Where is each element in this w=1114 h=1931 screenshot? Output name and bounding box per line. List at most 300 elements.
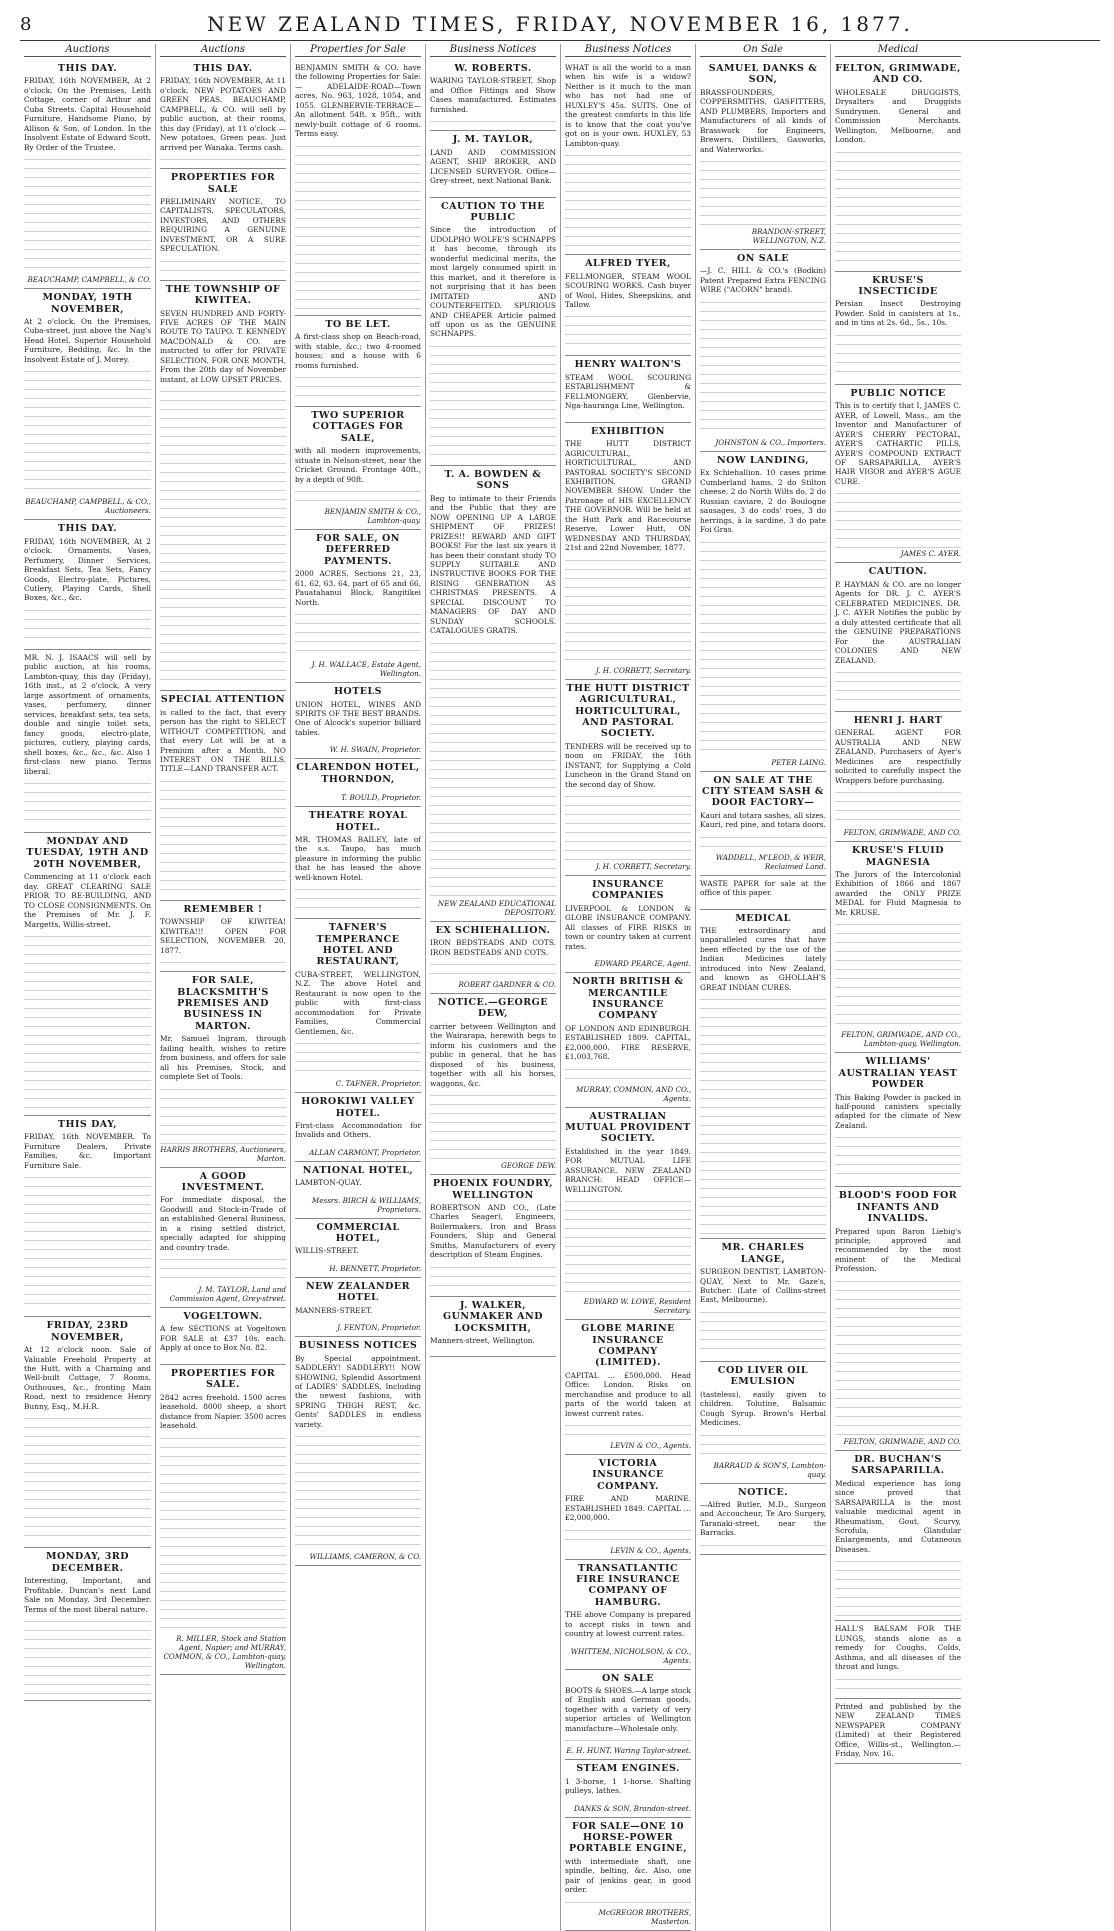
ad-small-print	[565, 1735, 691, 1745]
ad-title: EXHIBITION	[591, 425, 665, 437]
advertisement	[24, 650, 151, 833]
ad-small-print	[835, 1132, 961, 1182]
ad-body: First-class Accommodation for Invalids and Others.	[295, 1120, 421, 1140]
ad-signature: J. H. WALLACE, Estate Agent, Wellington.	[311, 660, 421, 679]
ad-small-print	[700, 297, 826, 437]
advertisement	[295, 407, 421, 530]
ad-body: Mr. Samuel Ingram, through failing health, wishes to retire from business, and offers for sale all his Premises, Stock, and complete Set of Tools.	[160, 1034, 286, 1082]
ad-title: CLARENDON HOTEL, THORNDON,	[296, 762, 420, 785]
ad-title: THIS DAY.	[57, 523, 118, 535]
ad-small-print	[430, 188, 556, 193]
column-5	[560, 44, 695, 1931]
advertisement	[430, 60, 556, 131]
ad-title: T. A. BOWDEN & SONS	[444, 468, 542, 492]
ad-signature: EDWARD W. LOWE, Resident Secretary.	[583, 1297, 691, 1316]
ad-small-print	[295, 1142, 421, 1147]
ad-title: J. WALKER, GUNMAKER AND LOCKSMITH,	[443, 1299, 543, 1334]
column-heading: Business Notices	[430, 44, 556, 57]
advertisement	[835, 385, 961, 564]
ad-body: FRIDAY, 16th NOVEMBER. To Furniture Dealers, Private Families, &c. Important Furniture Sale.	[24, 1132, 151, 1170]
advertisement	[24, 60, 151, 289]
ad-title: TAFNER'S TEMPERANCE HOTEL AND RESTAURANT,	[316, 922, 400, 968]
advertisement	[565, 1455, 691, 1560]
ad-small-print	[295, 141, 421, 311]
ad-title: ON SALE AT THE CITY STEAM SASH & DOOR FACTORY—	[702, 774, 824, 809]
advertisement	[565, 423, 691, 680]
advertisement	[430, 922, 556, 994]
ad-small-print	[835, 330, 961, 380]
ad-title: BUSINESS NOTICES	[298, 1340, 418, 1352]
ad-small-print	[835, 1674, 961, 1694]
ad-title: A GOOD INVESTMENT.	[181, 1170, 265, 1193]
ad-body: IRON BEDSTEADS AND COTS. IRON BEDSTEADS AND COTS.	[430, 938, 556, 957]
advertisement	[700, 1239, 826, 1362]
ad-body: For immediate disposal, the Goodwill and Stock-in-Trade of an established General Business, in a rising settled district, specially adapted for shipping and country trade.	[160, 1195, 286, 1252]
ad-signature: J. H. CORBETT, Secretary.	[595, 665, 691, 675]
ad-small-print	[24, 154, 151, 274]
ad-signature: BENJAMIN SMITH & CO., Lambton-quay.	[324, 507, 421, 526]
ad-signature: FELTON, GRIMWADE, AND CO.	[843, 1436, 961, 1446]
ad-body: FRIDAY, 16th NOVEMBER, At 2 o'clock. On the Premises, Leith Cottage, corner of Arthur and Cuba Streets. Capital Household Furniture, Handsome Piano, by Allison & Son, of London. In the Insolvent Estate of Edward Scott. By Order of the Trustee.	[24, 76, 151, 152]
ad-signature: ALLAN CARMONT, Proprietor.	[309, 1147, 421, 1157]
ad-title: VICTORIA INSURANCE COMPANY.	[592, 1458, 664, 1492]
ad-body: WHOLESALE DRUGGISTS, Drysalters and Druggists Sundrymen. General and Commission Merchants. Wellington, Melbourne, and London.	[835, 87, 961, 145]
advertisement	[700, 772, 826, 876]
ad-small-print	[565, 311, 691, 351]
ad-small-print	[295, 609, 421, 659]
ad-title: NOTICE.	[737, 1486, 789, 1498]
ad-small-print	[430, 341, 556, 461]
ad-signature: C. TAFNER, Proprietor.	[335, 1079, 421, 1089]
ad-small-print	[835, 147, 961, 267]
ad-signature: BEAUCHAMP, CAMPBELL, & CO.	[27, 275, 151, 285]
advertisement	[835, 60, 961, 272]
advertisement	[700, 60, 826, 250]
ad-body: MANNERS-STREET.	[295, 1305, 373, 1315]
ad-signature: JOHNSTON & CO., Importers.	[715, 437, 826, 447]
ad-body: LAND AND COMMISSION AGENT, SHIP BROKER, AND LICENSED SURVEYOR. Office—Grey-street, next National Bank.	[430, 147, 556, 186]
ad-signature: GEORGE DEW.	[501, 1161, 556, 1171]
ad-small-print	[295, 486, 421, 506]
column-6	[695, 44, 830, 1931]
ad-small-print	[565, 953, 691, 958]
ad-small-print	[700, 1307, 826, 1357]
ad-title: THIS DAY.	[57, 63, 118, 74]
ad-body: SURGEON DENTIST, LAMBTON-QUAY, Next to Mr. Gaze's, Butcher. (Late of Collins-street East, Melbourne).	[700, 1267, 826, 1305]
ad-body: CAPITAL … £500,000. Head Office: London. Risks on merchandise and produce to all parts of the world taken at lowest current rates.	[565, 1370, 691, 1418]
ad-signature: JAMES C. AYER.	[900, 549, 961, 559]
ad-title: COMMERCIAL HOTEL,	[316, 1221, 400, 1245]
ad-title: HOTELS	[333, 686, 383, 698]
ad-title: FELTON, GRIMWADE, AND CO.	[835, 63, 961, 86]
advertisement	[295, 1278, 421, 1337]
ad-body: By Special appointment. SADDLERY! SADDLERY!! NOW SHOWING, Splendid Assortment of LADIES' SADDLES, Including the newest fashions, with SPRING THIGH REST, &c. Gents' SADDLES in endless variety.	[295, 1353, 421, 1429]
ad-body: LIVERPOOL & LONDON & GLOBE INSURANCE COMPANY. All classes of FIRE RISKS in town or country taken at current rates.	[565, 903, 691, 951]
ad-signature: WHITTEM, NICHOLSON, & CO., Agents.	[570, 1646, 691, 1665]
ad-body: TENDERS will be received up to noon on FRIDAY, the 16th INSTANT, for Supplying a Cold Luncheon in the Grand Stand on the second day of Show.	[565, 741, 691, 789]
ad-small-print	[24, 778, 151, 828]
advertisement	[430, 1175, 556, 1297]
advertisement	[565, 1670, 691, 1761]
ad-small-print	[295, 1317, 421, 1322]
ad-title: MONDAY, 19TH NOVEMBER,	[42, 292, 133, 315]
ad-title: VOGELTOWN.	[183, 1311, 263, 1323]
ad-body: MR. THOMAS BAILEY, late of the s.s. Taupo, has much pleasure in informing the public that he has leased the above well-known Hotel.	[295, 834, 421, 882]
ad-body: WILLIS-STREET.	[295, 1246, 359, 1256]
ad-body: FRIDAY, 16th NOVEMBER, At 11 o'clock. NEW POTATOES AND GREEN PEAS. BEAUCHAMP, CAMPBELL, & CO. will sell by public auction, at their rooms, this day (Friday), at 11 o'clock — New potatoes, Green peas. Just arrived per Wanaka. Terms cash.	[160, 76, 286, 152]
advertisement	[295, 60, 421, 316]
ad-title: THIS DAY.	[193, 63, 253, 74]
ad-title: EX SCHIEHALLION.	[435, 924, 551, 936]
ad-small-print	[700, 994, 826, 1234]
advertisement	[700, 452, 826, 772]
ad-title: THE HUTT DISTRICT AGRICULTURAL, HORTICULTURAL, AND PASTORAL SOCIETY.	[566, 682, 690, 740]
ad-small-print	[565, 1525, 691, 1545]
ad-small-print	[24, 605, 151, 645]
ad-small-print	[160, 1254, 286, 1284]
ad-body: BRASSFOUNDERS, COPPERSMITHS, GASFITTERS, AND PLUMBERS, Importers and Manufacturers of all kinds of Brasswork for Engineers, Brewers, Distillers, Gasworks, and Waterworks.	[700, 87, 826, 154]
ad-title: NATIONAL HOTEL,	[302, 1164, 414, 1176]
column-3	[290, 44, 425, 1931]
ad-title: THEATRE ROYAL HOTEL.	[308, 810, 408, 833]
ad-body: Prepared upon Baron Liebig's principle; approved and recommended by the most eminent of the Medical Profession.	[835, 1226, 961, 1274]
ad-small-print	[160, 1084, 286, 1144]
ad-signature: WILLIAMS, CAMERON, & CO.	[309, 1552, 421, 1562]
advertisement	[24, 1116, 151, 1317]
column-heading: Auctions	[160, 44, 286, 57]
advertisement	[835, 1053, 961, 1187]
ad-title: ON SALE	[737, 253, 789, 265]
ad-title: WILLIAMS' AUSTRALIAN YEAST POWDER	[838, 1056, 958, 1091]
column-grid	[20, 44, 1100, 1926]
ad-title: SPECIAL ATTENTION	[160, 694, 286, 706]
advertisement	[835, 1621, 961, 1698]
ad-small-print	[700, 156, 826, 226]
advertisement	[295, 807, 421, 919]
advertisement	[565, 973, 691, 1107]
ad-small-print	[565, 1420, 691, 1440]
ad-body: CUBA-STREET, WELLINGTON, N.Z. The above Hotel and Restaurant is now open to the public with first-class accommodation for Private Families, Commercial Gentlemen, &c.	[295, 969, 421, 1036]
ad-title: NEW ZEALANDER HOTEL	[305, 1280, 411, 1304]
column-heading: Medical	[835, 44, 961, 57]
ad-title: SAMUEL DANKS & SON,	[708, 63, 818, 86]
ad-body: STEAM WOOL SCOURING ESTABLISHMENT & FELLMONGERY, Glenbervie, Nga-hauranga Line, Wellington.	[565, 372, 691, 411]
ad-signature: BEAUCHAMP, CAMPBELL, & CO., Auctioneers.	[25, 497, 151, 516]
ad-small-print	[565, 1641, 691, 1646]
ad-small-print	[835, 488, 961, 548]
ad-title: PUBLIC NOTICE	[850, 387, 946, 399]
advertisement	[835, 842, 961, 1053]
ad-body: THE above Company is prepared to accept risks in town and country at lowest current rates.	[565, 1610, 691, 1639]
ad-signature: J. FENTON, Proprietor.	[337, 1323, 421, 1333]
ad-body: BENJAMIN SMITH & CO. have the following Properties for Sale:— ADELAIDE-ROAD—Town acres, No. 963, 1028, 1054, and 1055. GLENBERVIE-TERRACE—An allotment 54ft. x 95ft., with newly-built cottage of 6 rooms. Terms easy.	[295, 63, 421, 139]
ad-body: with intermediate shaft, one spindle, belting, &c. Also, one pair of jenkins gear, in good order.	[565, 1856, 691, 1895]
ad-body: HALL'S BALSAM FOR THE LUNGS, stands alone as a remedy for Coughs, Colds, Asthma, and all diseases of the throat and lungs.	[835, 1624, 961, 1672]
advertisement	[700, 876, 826, 910]
ad-signature: R. MILLER, Stock and Station Agent, Napier; and MURRAY, COMMON, & CO., Lambton-quay, Wellington.	[163, 1633, 286, 1670]
ad-small-print	[430, 116, 556, 126]
ad-small-print	[565, 413, 691, 418]
ad-body: 1 3-horse, 1 1-horse. Shafting pulleys, lathes.	[565, 1776, 691, 1796]
ad-body: TOWNSHIP OF KIWITEA! KIWITEA!!! OPEN FOR SELECTION, NOVEMBER 20, 1877.	[160, 917, 286, 955]
ad-title: STEAM ENGINES.	[576, 1763, 680, 1775]
ad-title: REMEMBER !	[183, 903, 263, 915]
advertisement	[565, 255, 691, 356]
ad-small-print	[835, 919, 961, 1029]
ad-small-print	[835, 787, 961, 827]
column-heading: Business Notices	[565, 44, 691, 57]
ad-title: AUSTRALIAN MUTUAL PROVIDENT SOCIETY.	[565, 1110, 691, 1145]
ad-signature: FELTON, GRIMWADE, AND CO., Lambton-quay, Wellington.	[841, 1030, 961, 1049]
ad-body: At 2 o'clock. On the Premises, Cuba-street, just above the Nag's Head Hotel. Superior Household Furniture, Bedding, &c. In the Insolvent Estate of J. Morey.	[24, 316, 151, 364]
advertisement	[565, 1560, 691, 1670]
ad-title: HENRI J. HART	[853, 715, 943, 726]
ad-signature: WADDELL, M'LEOD, & WEIR, Reclaimed Land.	[715, 852, 826, 871]
ad-title: W. ROBERTS.	[454, 63, 532, 74]
ad-signature: DANKS & SON, Brandon-street.	[573, 1803, 691, 1813]
advertisement	[160, 169, 286, 281]
ad-signature: McGREGOR BROTHERS, Masterton.	[598, 1907, 691, 1926]
advertisement	[430, 1297, 556, 1358]
ad-small-print	[295, 1190, 421, 1195]
ad-small-print	[430, 1262, 556, 1292]
ad-signature: LEVIN & CO., Agents.	[610, 1545, 691, 1555]
ad-small-print	[295, 787, 421, 792]
advertisement	[295, 316, 421, 407]
ad-signature: NEW ZEALAND EDUCATIONAL DEPOSITORY.	[437, 898, 556, 917]
advertisement	[700, 250, 826, 452]
ad-signature: HARRIS BROTHERS, Auctioneers, Marton.	[160, 1144, 286, 1163]
ad-title: NOW LANDING,	[716, 454, 810, 466]
ad-signature: LEVIN & CO., Agents.	[610, 1441, 691, 1451]
advertisement	[565, 1320, 691, 1455]
ad-body: —J. C. HILL & CO.'s (Bodkin) Patent Prepared Extra FENCING WIRE ("ACORN" brand).	[700, 266, 826, 295]
ad-body: FIRE AND MARINE. ESTABLISHED 1849. CAPITAL … £2,000,000.	[565, 1494, 691, 1523]
ad-title: INSURANCE COMPANIES	[592, 879, 664, 902]
ad-title: NOTICE.—GEORGE DEW,	[438, 997, 548, 1020]
advertisement	[565, 680, 691, 876]
ad-small-print	[160, 256, 286, 276]
ad-small-print	[565, 791, 691, 861]
ad-small-print	[160, 776, 286, 896]
advertisement	[295, 1162, 421, 1219]
ad-small-print	[24, 1172, 151, 1312]
ad-small-print	[430, 1347, 556, 1352]
advertisement	[835, 1699, 961, 1764]
ad-title: ALFRED TYER,	[585, 258, 671, 270]
ad-signature: H. BENNETT, Proprietor.	[329, 1263, 421, 1273]
advertisement	[160, 281, 286, 692]
ad-body: At 12 o'clock noon. Sale of Valuable Freehold Property at the Hutt, with a Charming and Well-built Cottage, 7 Rooms, Outhouses, &c., fronting Main Road, next to residence Henry Bunny, Esq., M.H.R.	[24, 1345, 151, 1411]
ad-title: BLOOD'S FOOD FOR INFANTS AND INVALIDS.	[838, 1190, 958, 1225]
ad-title: TWO SUPERIOR COTTAGES FOR SALE,	[311, 410, 405, 444]
ad-body: FELLMONGER, STEAM WOOL SCOURING WORKS. Cash buyer of Wool, Hides, Sheepskins, and Tallow.	[565, 271, 691, 310]
ad-title: FOR SALE, ON DEFERRED PAYMENTS.	[316, 533, 400, 567]
ad-body: Beg to intimate to their Friends and the Public that they are NOW OPENING UP A LARGE SHIPMENT OF PRIZES! PRIZES!! REWARD AND GIFT BOOKS! For the last six years it has been their constant study TO SUPPLY SUITABLE AND INSTRUCTIVE BOOKS FOR THE RISING GENERATION AS CHRISTMAS PRESENTS. A SPECIAL DISCOUNT TO MANAGERS OF DAY AND SUNDAY SCHOOLS. CATALOGUES GRATIS.	[430, 493, 556, 636]
ad-body: WARING TAYLOR-STREET, Shop and Office Fittings and Show Cases manufactured. Estimates furnished.	[430, 76, 556, 114]
ad-title: DR. BUCHAN'S SARSAPARILLA.	[851, 1453, 945, 1477]
ad-signature: BARRAUD & SON'S, Lambton-quay.	[713, 1460, 826, 1479]
ad-signature: J. M. TAYLOR, Land and Commission Agent, Grey-street.	[169, 1285, 286, 1304]
ad-title: MONDAY AND TUESDAY, 19TH AND 20TH NOVEMBER,	[26, 836, 149, 870]
ad-body: GENERAL AGENT FOR AUSTRALIA AND NEW ZEALAND. Purchasers of Ayer's Medicines are respectfully solicited to carefully inspect the Wrappers before purchasing.	[835, 728, 961, 785]
ad-small-print	[565, 555, 691, 665]
ad-small-print	[700, 1540, 826, 1550]
ad-small-print	[835, 667, 961, 707]
ad-body: Medical experience has long since proved that SARSAPARILLA is the most valuable medicinal agent in Rheumatism, Gout, Scurvy, Scrofula, Glandular Enlargements, and Cutaneous Diseases.	[835, 1478, 961, 1554]
advertisement	[835, 1187, 961, 1451]
ad-title: KRUSE'S FLUID MAGNESIA	[852, 845, 944, 868]
column-1	[20, 44, 155, 1931]
ad-small-print	[160, 386, 286, 686]
advertisement	[24, 1548, 151, 1701]
advertisement	[565, 1760, 691, 1817]
ad-small-print	[295, 1258, 421, 1263]
ad-small-print	[160, 1433, 286, 1633]
ad-title: PROPERTIES FOR SALE	[170, 172, 276, 195]
ad-signature: ROBERT GARDNER & CO.	[458, 980, 556, 990]
ad-body: Established in the year 1849. FOR MUTUAL LIFE ASSURANCE. NEW ZEALAND BRANCH: HEAD OFFICE—WELLINGTON.	[565, 1146, 691, 1194]
ad-signature: PETER LAING.	[771, 757, 826, 767]
ad-body: A first-class shop on Beach-road, with stable, &c.; two 4-roomed houses; and a house with 6 rooms furnished.	[295, 332, 421, 370]
ad-title: FOR SALE, BLACKSMITH'S PREMISES AND BUSINESS IN MARTON.	[177, 975, 269, 1032]
advertisement	[565, 1108, 691, 1321]
column-7	[830, 44, 965, 1931]
ad-body: Commencing at 11 o'clock each day. GREAT CLEARING SALE PRIOR TO RE-BUILDING, AND TO CLOSE CONSIGNMENTS. On the Premises of Mr. J. F. Margetts, Willis-street.	[24, 872, 151, 929]
ad-small-print	[565, 1064, 691, 1084]
ad-small-print	[24, 931, 151, 1111]
ad-title: MEDICAL	[735, 912, 791, 924]
advertisement	[700, 1484, 826, 1555]
advertisement	[24, 520, 151, 650]
ad-signature: E. H. HUNT, Waring Taylor-street.	[566, 1746, 691, 1756]
ad-body: The Jurors of the Intercolonial Exhibition of 1866 and 1867 awarded the ONLY PRIZE MEDAL for Fluid Magnesia to Mr. KRUSE.	[835, 869, 961, 917]
ad-small-print	[24, 366, 151, 496]
ad-small-print	[160, 957, 286, 967]
advertisement	[835, 712, 961, 842]
ad-small-print	[565, 150, 691, 250]
advertisement	[565, 876, 691, 973]
advertisement	[24, 289, 151, 520]
advertisement	[160, 60, 286, 169]
ad-signature: T. BOULD, Proprietor.	[341, 793, 421, 803]
ad-body: Since the introduction of UDOLPHO WOLFE'S SCHNAPPS it has become, through its wonderful medicinal merits, the most largely consumed spirit in this market, and it therefore is not surprising that it has been IMITATED AND COUNTERFEITED. SPURIOUS AND CHEAPER Article palmed off upon us as the GENUINE SCHNAPPS.	[430, 225, 556, 339]
ad-body: FRIDAY, 16th NOVEMBER, At 2 o'clock. Ornaments, Vases, Perfumery, Dinner Services, Breakfast Sets, Tea Sets, Fancy Goods, Electro-plate, Pictures, Cutlery, Playing Cards, Shell Boxes, &c., &c.	[24, 536, 151, 603]
advertisement	[295, 759, 421, 807]
ad-small-print	[700, 900, 826, 905]
ad-body: This Baking Powder is packed in half-pound canisters specially adapted for the climate of New Zealand.	[835, 1092, 961, 1130]
ad-body: Kauri and totara sashes, all sizes. Kauri, red pine, and totara doors.	[700, 810, 826, 830]
column-2	[155, 44, 290, 1931]
advertisement	[700, 910, 826, 1240]
advertisement	[565, 1818, 691, 1931]
ad-small-print	[295, 372, 421, 402]
ad-small-print	[430, 959, 556, 979]
ad-title: THIS DAY,	[57, 1119, 118, 1131]
advertisement	[700, 1362, 826, 1484]
ad-small-print	[430, 1090, 556, 1160]
ad-body: Interesting, Important, and Profitable. Duncan's next Land Sale on Monday, 3rd December. Terms of the most liberal nature.	[24, 1576, 151, 1614]
ad-body: carrier between Wellington and the Wairarapa, herewith begs to inform his customers and the public in general, that he has disposed of his business, together with all his horses, waggons, &c.	[430, 1021, 556, 1088]
ad-title: GLOBE MARINE INSURANCE COMPANY (LIMITED).	[581, 1323, 675, 1369]
ad-small-print	[835, 1556, 961, 1616]
advertisement	[24, 1317, 151, 1548]
advertisement	[160, 1308, 286, 1365]
ad-small-print	[565, 1798, 691, 1803]
advertisement	[24, 833, 151, 1116]
ad-body: Printed and published by the NEW ZEALAND TIMES NEWSPAPER COMPANY (Limited) at their Registered Office, Willis-st., Wellington.—Friday, Nov. 16.	[835, 1701, 961, 1759]
ad-title: TRANSATLANTIC FIRE INSURANCE COMPANY OF HAMBURG.	[576, 1562, 680, 1608]
ad-body: is called to the fact, that every person has the right to SELECT WITHOUT COMPETITION, and that every Lot will be at a Premium after a Month. NO INTEREST ON THE BILLS. TITLE—LAND TRANSFER ACT.	[160, 707, 286, 774]
ad-body: —Alfred Butler, M.D., Surgeon and Accoucheur, Te Aro Surgery, Taranaki-street, near the Barracks.	[700, 1499, 826, 1538]
ad-small-print	[295, 1038, 421, 1078]
ad-small-print	[835, 1276, 961, 1436]
ad-title: TO BE LET.	[325, 318, 391, 330]
ad-title: CAUTION.	[868, 566, 928, 578]
ad-small-print	[700, 832, 826, 852]
ad-body: MR. N. J. ISAACS will sell by public auction, at his rooms, Lambton-quay, this day (Friday), 16th inst., at 2 o'clock, A very large assortment of ornaments, vases, perfumery, dinner services, breakfast sets, tea sets, double and single toilet sets, fancy goods, electro-plate, pictures, cutlery, playing cards, shell boxes, &c., &c., &c. Also 1 first-class new piano. Terms liberal.	[24, 652, 151, 776]
advertisement	[565, 60, 691, 255]
ad-title: ON SALE	[602, 1672, 654, 1684]
column-4	[425, 44, 560, 1931]
ad-small-print	[295, 1431, 421, 1551]
advertisement	[295, 1093, 421, 1162]
ad-body: (tasteless), easily given to children. Tolutine, Balsamic Cough Syrup. Brown's Herbal Medicines.	[700, 1389, 826, 1428]
ad-body: PRELIMINARY NOTICE. TO CAPITALISTS, SPECULATORS, INVESTORS, AND OTHERS REQUIRING A GENUINE INVESTMENT, OR A SURE SPECULATION.	[160, 196, 286, 254]
ad-title: KRUSE'S INSECTICIDE	[858, 274, 938, 297]
advertisement	[430, 994, 556, 1175]
ad-body: OF LONDON AND EDINBURGH. ESTABLISHED 1809. CAPITAL, £2,000,000. FIRE RESERVE, £1,003,768.	[565, 1023, 691, 1062]
ad-small-print	[565, 1897, 691, 1907]
ad-title: COD LIVER OIL EMULSION	[717, 1364, 809, 1388]
ad-body: UNION HOTEL, WINES AND SPIRITS OF THE BEST BRANDS. One of Alcock's superior billiard tables.	[295, 699, 421, 737]
ad-signature: Messrs. BIRCH & WILLIAMS, Proprietors.	[311, 1195, 421, 1214]
ad-small-print	[430, 638, 556, 898]
advertisement	[295, 919, 421, 1093]
ad-small-print	[565, 1196, 691, 1296]
ad-body: This is to certify that I, JAMES C. AYER, of Lowell, Mass., am the Inventor and Manufacturer of AYER'S CHERRY PECTORAL, AYER'S CATHARTIC PILLS, AYER'S COMPOUND EXTRACT OF SARSAPARILLA, AYER'S HAIR VIGOR and AYER'S AGUE CURE.	[835, 401, 961, 486]
advertisement	[565, 356, 691, 422]
newspaper-title: NEW ZEALAND TIMES, FRIDAY, NOVEMBER 16, 1877.	[207, 12, 913, 36]
ad-signature: W. H. SWAIN, Proprietor.	[329, 745, 421, 755]
advertisement	[430, 466, 556, 922]
ad-signature: J. H. CORBETT, Secretary.	[595, 862, 691, 872]
ad-title: HENRY WALTON'S	[574, 359, 682, 371]
ad-signature: BRANDON-STREET, WELLINGTON, N.Z.	[751, 227, 826, 246]
ad-title: MR. CHARLES LANGE,	[721, 1242, 805, 1265]
ad-body: SEVEN HUNDRED AND FORTY-FIVE ACRES OF THE MAIN ROUTE TO TAUPO. T. KENNEDY MACDONALD & CO. are instructed to offer for PRIVATE SELECTION, FOR ONE MONTH, From the 20th day of November instant, at LOW UPSET PRICES.	[160, 308, 286, 384]
advertisement	[295, 1337, 421, 1566]
column-heading: Properties for Sale	[295, 44, 421, 57]
ad-body: 2000 ACRES, Sections 21, 23, 61, 62, 63, 64, part of 65 and 66, Pauatahanui Block, Rangitikei North.	[295, 569, 421, 607]
ad-title: PROPERTIES FOR SALE.	[170, 1367, 276, 1391]
ad-body: WHAT is all the world to a man when his wife is a widow? Neither is it much to the man who has not had one of HUXLEY'S 45s. SUITS. One of the greatest comforts in this life is to know that the coat you've got on is your own. HUXLEY, 53 Lambton-quay.	[565, 63, 691, 148]
column-heading: Auctions	[24, 44, 151, 57]
ad-small-print	[24, 1616, 151, 1696]
advertisement	[430, 198, 556, 466]
ad-signature: EDWARD PEARCE, Agent.	[594, 959, 691, 969]
advertisement	[835, 1451, 961, 1622]
ad-body: P. HAYMAN & CO. are no longer Agents for DR. J. C. AYER'S CELEBRATED MEDICINES. DR. J. C. AYER Notifies the public by a duly attested certificate that all the GENUINE PREPARATIONS For the AUSTRALIAN COLONIES AND NEW ZEALAND.	[835, 579, 961, 665]
ad-signature: MURRAY, COMMON, AND CO., Agents.	[576, 1084, 691, 1103]
ad-small-print	[160, 1355, 286, 1360]
ad-body: Ex Schiehallion. 10 cases prime Cumberland hams, 2 do Stilton cheese, 2 do North Wilts do, 2 do Russian caviare, 2 do Boulogne sausages, 3 do cods' roes, 3 do herrings, à la sardine, 3 do pate Foi Gras.	[700, 468, 826, 535]
masthead	[20, 8, 1100, 41]
advertisement	[835, 563, 961, 712]
ad-title: NORTH BRITISH & MERCANTILE INSURANCE COMPANY	[572, 976, 684, 1022]
advertisement	[160, 972, 286, 1167]
advertisement	[295, 683, 421, 759]
